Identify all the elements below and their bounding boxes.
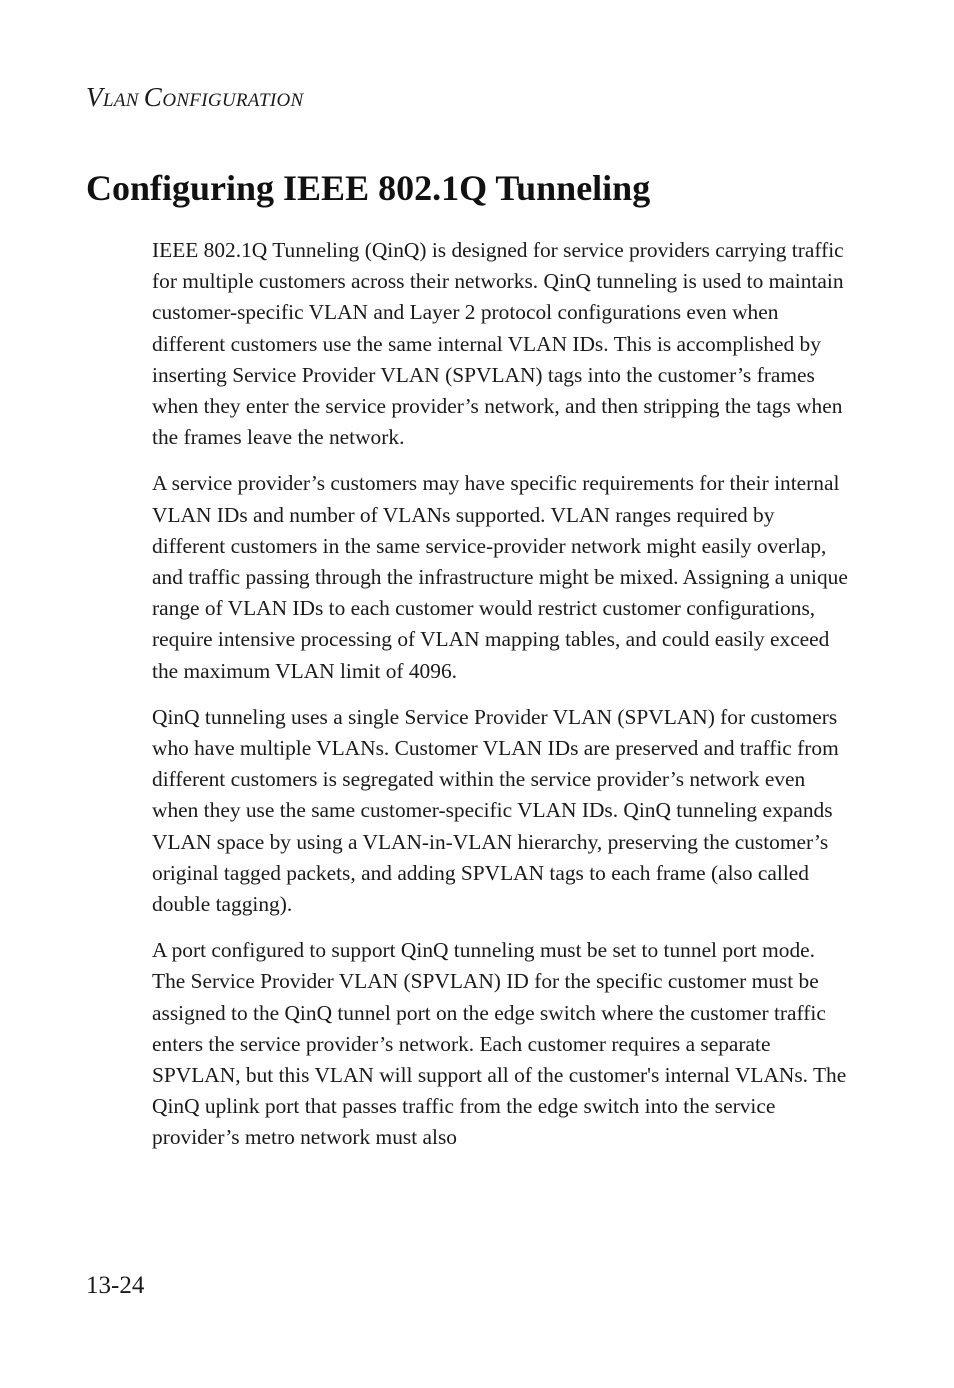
section-title: Configuring IEEE 802.1Q Tunneling [86,168,651,208]
body-text [152,235,852,1169]
header-initial-c: C [143,82,163,112]
paragraph-1: IEEE 802.1Q Tunneling (QinQ) is designed for service providers carrying traffic for multiple customers across their networks. QinQ tunneling is used to maintain customer-specific VLAN and Layer 2 protocol configurations even when different customers use the same internal VLAN IDs. This is accomplished by inserting Service Provider VLAN (SPVLAN) tags into the customer’s frames when they enter the service provider’s network, and then stripping the tags when the frames leave the network. [152,238,844,450]
paragraph-3: QinQ tunneling uses a single Service Provider VLAN (SPVLAN) for customers who have multiple VLANs. Customer VLAN IDs are preserved and traffic from different customers is segregated within the service provider’s network even when they use the same customer-specific VLAN IDs. QinQ tunneling expands VLAN space by using a VLAN-in-VLAN hierarchy, preserving the customer’s original tagged packets, and adding SPVLAN tags to each frame (also called double tagging). [152,704,839,917]
header-small-caps-onfiguration: ONFIGURATION [162,90,304,111]
header-small-caps-lan: LAN [103,90,144,111]
paragraph-4: A port configured to support QinQ tunneling must be set to tunnel port mode. The Service Provider VLAN (SPVLAN) ID for the specific customer must be assigned to the QinQ tunnel port on the edge switch where the customer traffic enters the service provider’s network. Each customer requires a separate SPVLAN, but this VLAN will support all of the customer's internal VLANs. The QinQ uplink port that passes traffic from the edge switch into the service provider’s metro network must also [152,938,847,1150]
header-initial-v: V [86,82,103,112]
running-header [86,82,303,113]
page-number: 13-24 [86,1272,145,1299]
paragraph-2: A service provider’s customers may have specific requirements for their internal VLAN IDs and number of VLANs supported. VLAN ranges required by different customers in the same service-provider network might easily overlap, and traffic passing through the infrastructure might be mixed. Assigning a unique range of VLAN IDs to each customer would restrict customer configurations, require intensive processing of VLAN mapping tables, and could easily exceed the maximum VLAN limit of 4096. [152,471,848,683]
